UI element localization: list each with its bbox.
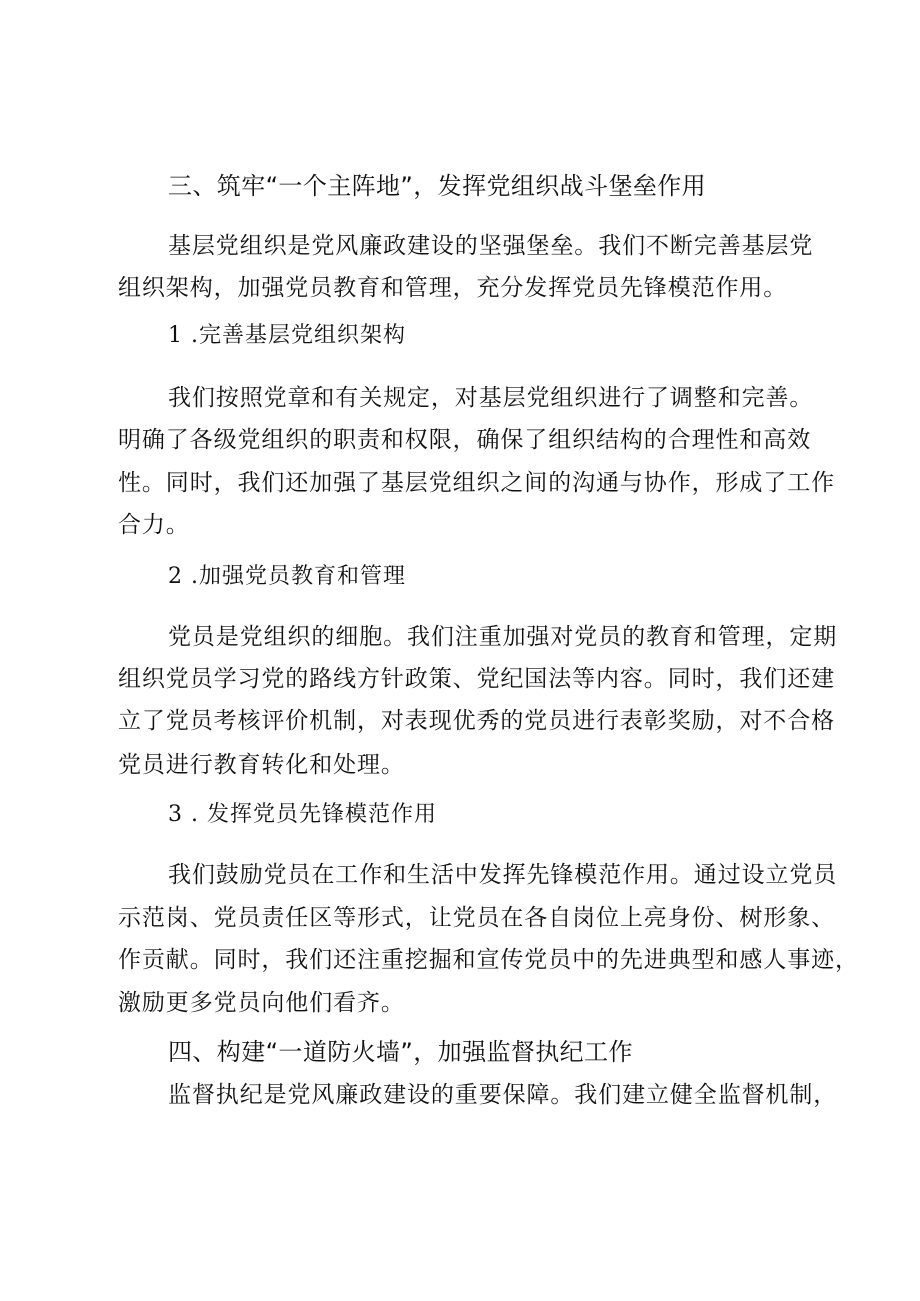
item-2-line-1: 党员是党组织的细胞。我们注重加强对党员的教育和管理，定期	[168, 624, 838, 650]
section-4-intro-line-1: 监督执纪是党风廉政建设的重要保障。我们建立健全监督机制，	[168, 1082, 838, 1108]
item-2-line-2: 组织党员学习党的路线方针政策、党纪国法等内容。同时，我们还建	[118, 666, 835, 692]
item-2-line-4: 党员进行教育转化和处理。	[118, 752, 405, 778]
item-3-title: 3 . 发挥党员先锋模范作用	[168, 802, 437, 827]
item-1-line-4: 合力。	[118, 512, 190, 538]
section-4-heading: 四、构建“一道防火墙”，加强监督执纪工作	[168, 1038, 633, 1066]
item-3-line-3: 作贡献。同时，我们还注重挖掘和宣传党员中的先进典型和感人事迹，	[118, 947, 859, 973]
item-2-line-3: 立了党员考核评价机制，对表现优秀的党员进行表彰奖励，对不合格	[118, 708, 835, 734]
item-3-line-2: 示范岗、党员责任区等形式，让党员在各自岗位上亮身份、树形象、	[118, 905, 835, 931]
item-3-line-1: 我们鼓励党员在工作和生活中发挥先锋模范作用。通过设立党员	[168, 862, 838, 888]
item-1-title: 1 .完善基层党组织架构	[168, 323, 406, 348]
item-1-line-1: 我们按照党章和有关规定，对基层党组织进行了调整和完善。	[168, 385, 814, 411]
item-2-title: 2 .加强党员教育和管理	[168, 564, 406, 589]
section-3-intro-line-2: 组织架构，加强党员教育和管理，充分发挥党员先锋模范作用。	[118, 275, 788, 301]
item-1-line-3: 性。同时，我们还加强了基层党组织之间的沟通与协作，形成了工作	[118, 470, 835, 496]
section-3-intro-line-1: 基层党组织是党风廉政建设的坚强堡垒。我们不断完善基层党	[168, 233, 814, 259]
section-3-heading: 三、筑牢“一个主阵地”，发挥党组织战斗堡垒作用	[168, 172, 707, 200]
item-3-line-4: 激励更多党员向他们看齐。	[118, 990, 405, 1016]
item-1-line-2: 明确了各级党组织的职责和权限，确保了组织结构的合理性和高效	[118, 427, 812, 453]
